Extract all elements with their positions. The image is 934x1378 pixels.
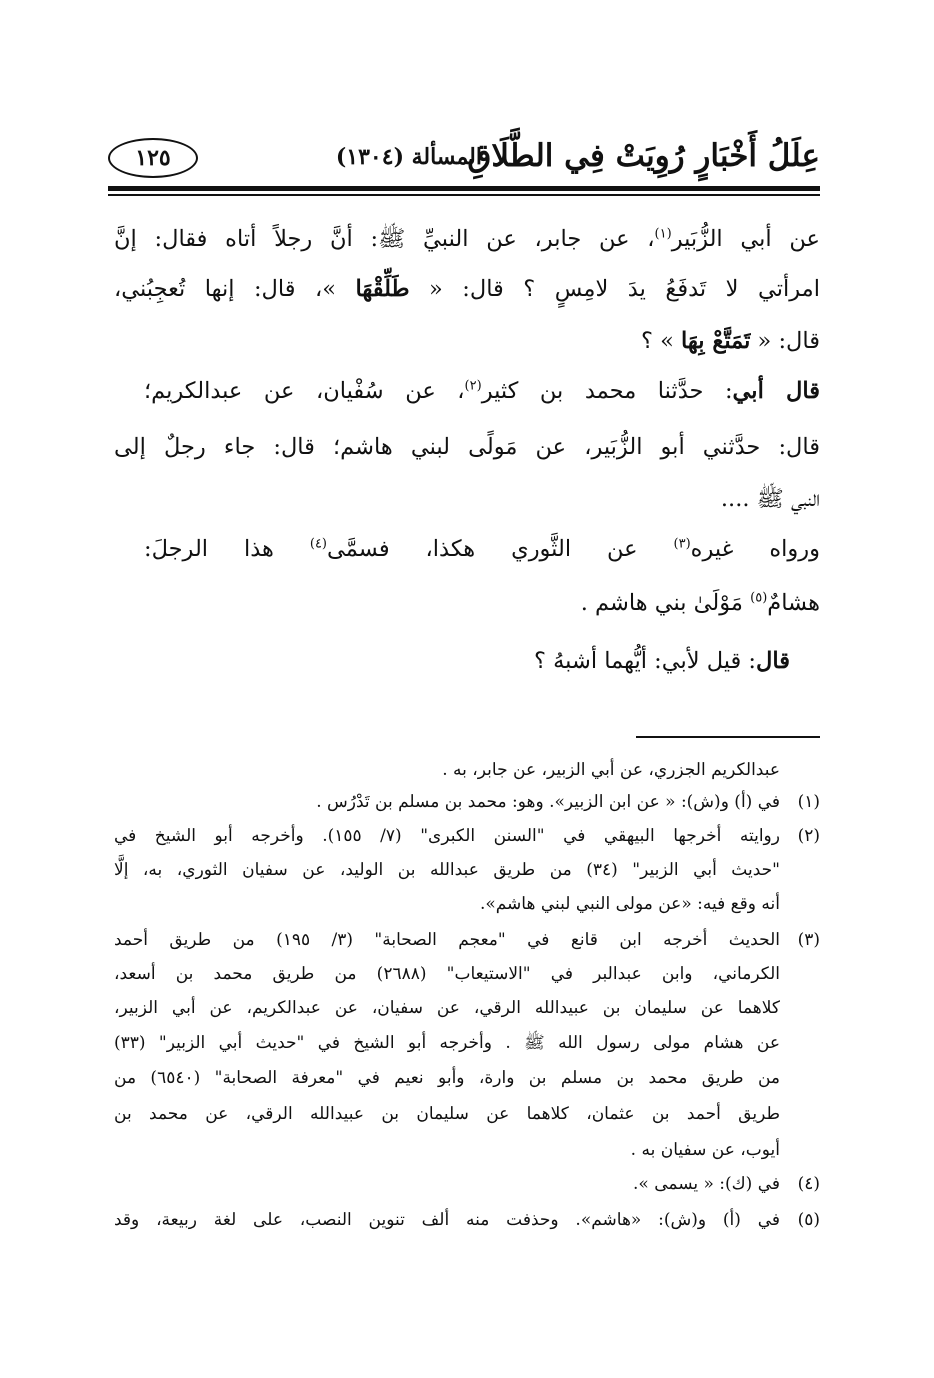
quoted-command-2: تَمَتَّعْ بِهَا: [681, 328, 751, 354]
footnote-2: (٢)روايته أخرجها البيهقي في "السنن الكبرى" (٧/ ١٥٥). وأخرجه أبو الشيخ في: [114, 826, 820, 846]
header-rule-thin: [108, 194, 820, 196]
footnote-ref-2[interactable]: (٢): [464, 378, 482, 394]
footnote-2-line-2: "حديث أبي الزبير" (٣٤) من طريق عبدالله بن الوليد، عن سفيان الثوري، به، إلَّا: [114, 860, 780, 880]
footnote-number: (٣): [797, 930, 820, 950]
footnote-separator: [636, 736, 820, 738]
footnote-3-line-3: كلاهما عن سليمان بن عبيدالله الرقي، عن سفيان، عن عبدالكريم، عن أبي الزبير،: [114, 998, 780, 1018]
body-line-6: النبي ﷺ ....: [720, 486, 820, 512]
footnote-2-line-3: أنه وقع فيه: «عن مولى النبي لبني هاشم».: [479, 894, 780, 914]
body-line-7: ورواه غيره$^{(٣)}$ عن الثَّوري هكذا، فسمَّى$^{(٤)}$ هذا الرجلَ:: [144, 536, 820, 562]
footnote-number: (١): [797, 792, 820, 812]
header-title: عِلَلُ أَخْبَارٍ رُوِيَتْ فِي الطَّلَاقِ: [467, 138, 820, 174]
footnote-3-line-2: الكرماني، وابن عبدالبر في "الاستيعاب" (٢٦٨٨) من طريق محمد بن أسعد،: [114, 964, 780, 984]
header-rule-thick: [108, 186, 820, 191]
footnote-number: (٤): [797, 1174, 820, 1194]
body-line-2: امرأتي لا تَدفَعُ يدَ لامِسٍ ؟ قال: « طَلِّقْهَا »، قال: إنها تُعجِبُني،: [114, 276, 820, 302]
page-number-badge: ١٢٥: [108, 138, 198, 178]
footnote-3-line-5: من طريق محمد بن مسلم بن وارة، وأبو نعيم في "معرفة الصحابة" (٦٥٤٠) من: [114, 1068, 780, 1088]
running-header: [108, 132, 820, 184]
quoted-command-1: طَلِّقْهَا: [355, 276, 410, 302]
footnote-4: (٤)في (ك): « يسمى ».: [632, 1174, 820, 1194]
header-issue-number: المسألة (١٣٠٤): [335, 144, 482, 170]
body-line-5: قال: حدَّثني أبو الزُّبَير، عن مَولًى لبني هاشم؛ قال: جاء رجلٌ إلى: [114, 434, 820, 460]
footnote-continuation: عبدالكريم الجزري، عن أبي الزبير، عن جابر، به .: [442, 760, 780, 780]
footnote-ref-5[interactable]: (٥): [750, 590, 768, 606]
footnote-3: (٣)الحديث أخرجه ابن قانع في "معجم الصحابة" (٣/ ١٩٥) من طريق أحمد: [114, 930, 820, 950]
footnote-ref-4[interactable]: (٤): [309, 536, 327, 552]
speaker-label: قال: [756, 648, 790, 674]
body-line-1: عن أبي الزُّبَير$^{(١)}$، عن جابر، عن النبيِّ ﷺ: أنَّ رجلاً أتاه فقال: إنَّ: [114, 226, 820, 252]
footnote-ref-1[interactable]: (١): [654, 226, 672, 242]
body-line-8: هشامٌ$^{(٥)}$ مَوْلَىٰ بني هاشم .: [580, 590, 820, 616]
speaker-label: قال أبي: [732, 378, 820, 404]
footnote-ref-3[interactable]: (٣): [673, 536, 691, 552]
body-line-3: قال: « تَمَتَّعْ بِهَا » ؟: [641, 328, 820, 354]
footnote-5: (٥)في (أ) و(ش): «هاشم». وحذفت منه ألف تنوين النصب، على لغة ربيعة، وقد: [114, 1210, 820, 1230]
footnote-3-line-7: أيوب، عن سفيان به .: [630, 1140, 780, 1160]
body-line-9: قال: قيل لأبي: أيُّهما أشبهُ ؟: [534, 648, 790, 674]
footnote-1: (١)في (أ) و(ش): « عن ابن الزبير». وهو: محمد بن مسلم بن تَدْرُس .: [316, 792, 820, 812]
footnote-3-line-6: طريق أحمد بن عثمان، كلاهما عن سليمان بن عبيدالله الرقي، عن محمد بن: [114, 1104, 780, 1124]
footnote-number: (٢): [797, 826, 820, 846]
footnote-3-line-4: عن هشام مولى رسول الله ﷺ . وأخرجه أبو الشيخ في "حديث أبي الزبير" (٣٣): [114, 1033, 780, 1053]
body-line-4: قال أبي: حدَّثنا محمد بن كثير$^{(٢)}$، عن سُفْيان، عن عبدالكريم؛: [144, 378, 820, 404]
footnote-number: (٥): [797, 1210, 820, 1230]
